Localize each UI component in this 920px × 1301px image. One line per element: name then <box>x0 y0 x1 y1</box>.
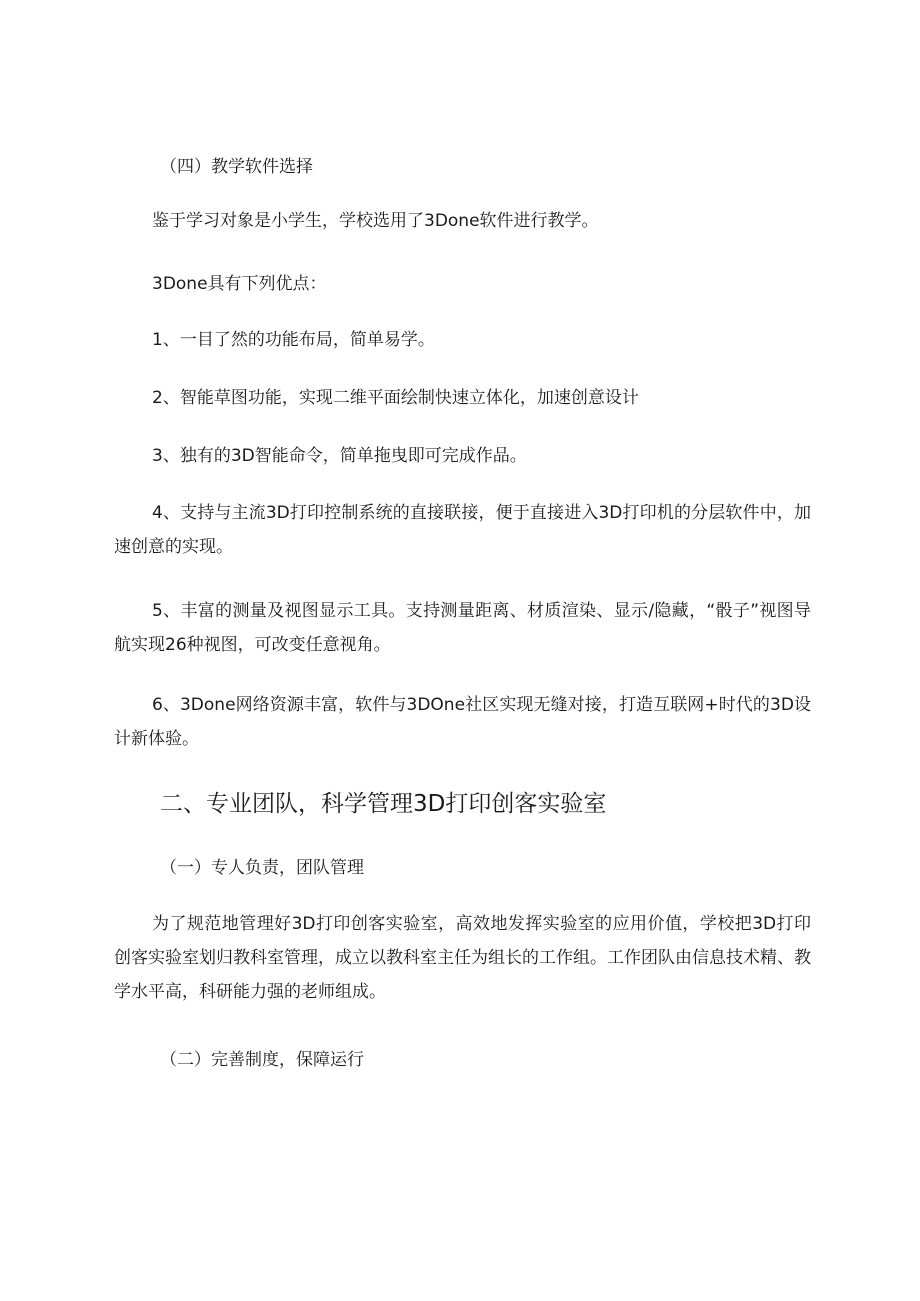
subsection-1-heading: （一）专人负责，团队管理 <box>160 858 364 878</box>
advantage-item-3: 3、独有的3D智能命令，简单拖曳即可完成作品。 <box>152 446 527 466</box>
subsection-2-heading: （二）完善制度，保障运行 <box>160 1050 364 1070</box>
section-4-intro: 鉴于学习对象是小学生，学校选用了3Done软件进行教学。 <box>152 211 599 231</box>
advantages-intro: 3Done具有下列优点： <box>152 274 327 294</box>
advantage-item-1: 1、一目了然的功能布局，简单易学。 <box>152 330 435 350</box>
part-2-heading: 二、专业团队，科学管理3D打印创客实验室 <box>160 791 607 817</box>
advantage-item-2: 2、智能草图功能，实现二维平面绘制快速立体化，加速创意设计 <box>152 388 639 408</box>
subsection-1-body: 为了规范地管理好3D打印创客实验室，高效地发挥实验室的应用价值，学校把3D打印创客实验室划归教科室管理，成立以教科室主任为组长的工作组。工作团队由信息技术精、教学水平高，科研能力强的老师组成。 <box>114 914 811 1002</box>
advantage-item-4: 4、支持与主流3D打印控制系统的直接联接，便于直接进入3D打印机的分层软件中，加速创意的实现。 <box>114 503 811 557</box>
advantage-item-5: 5、丰富的测量及视图显示工具。支持测量距离、材质渲染、显示/隐藏，“骰子”视图导航实现26种视图，可改变任意视角。 <box>114 601 811 655</box>
section-4-heading: （四）教学软件选择 <box>160 157 313 177</box>
advantage-item-6: 6、3Done网络资源丰富，软件与3DOne社区实现无缝对接，打造互联网+时代的3D设计新体验。 <box>114 695 811 749</box>
